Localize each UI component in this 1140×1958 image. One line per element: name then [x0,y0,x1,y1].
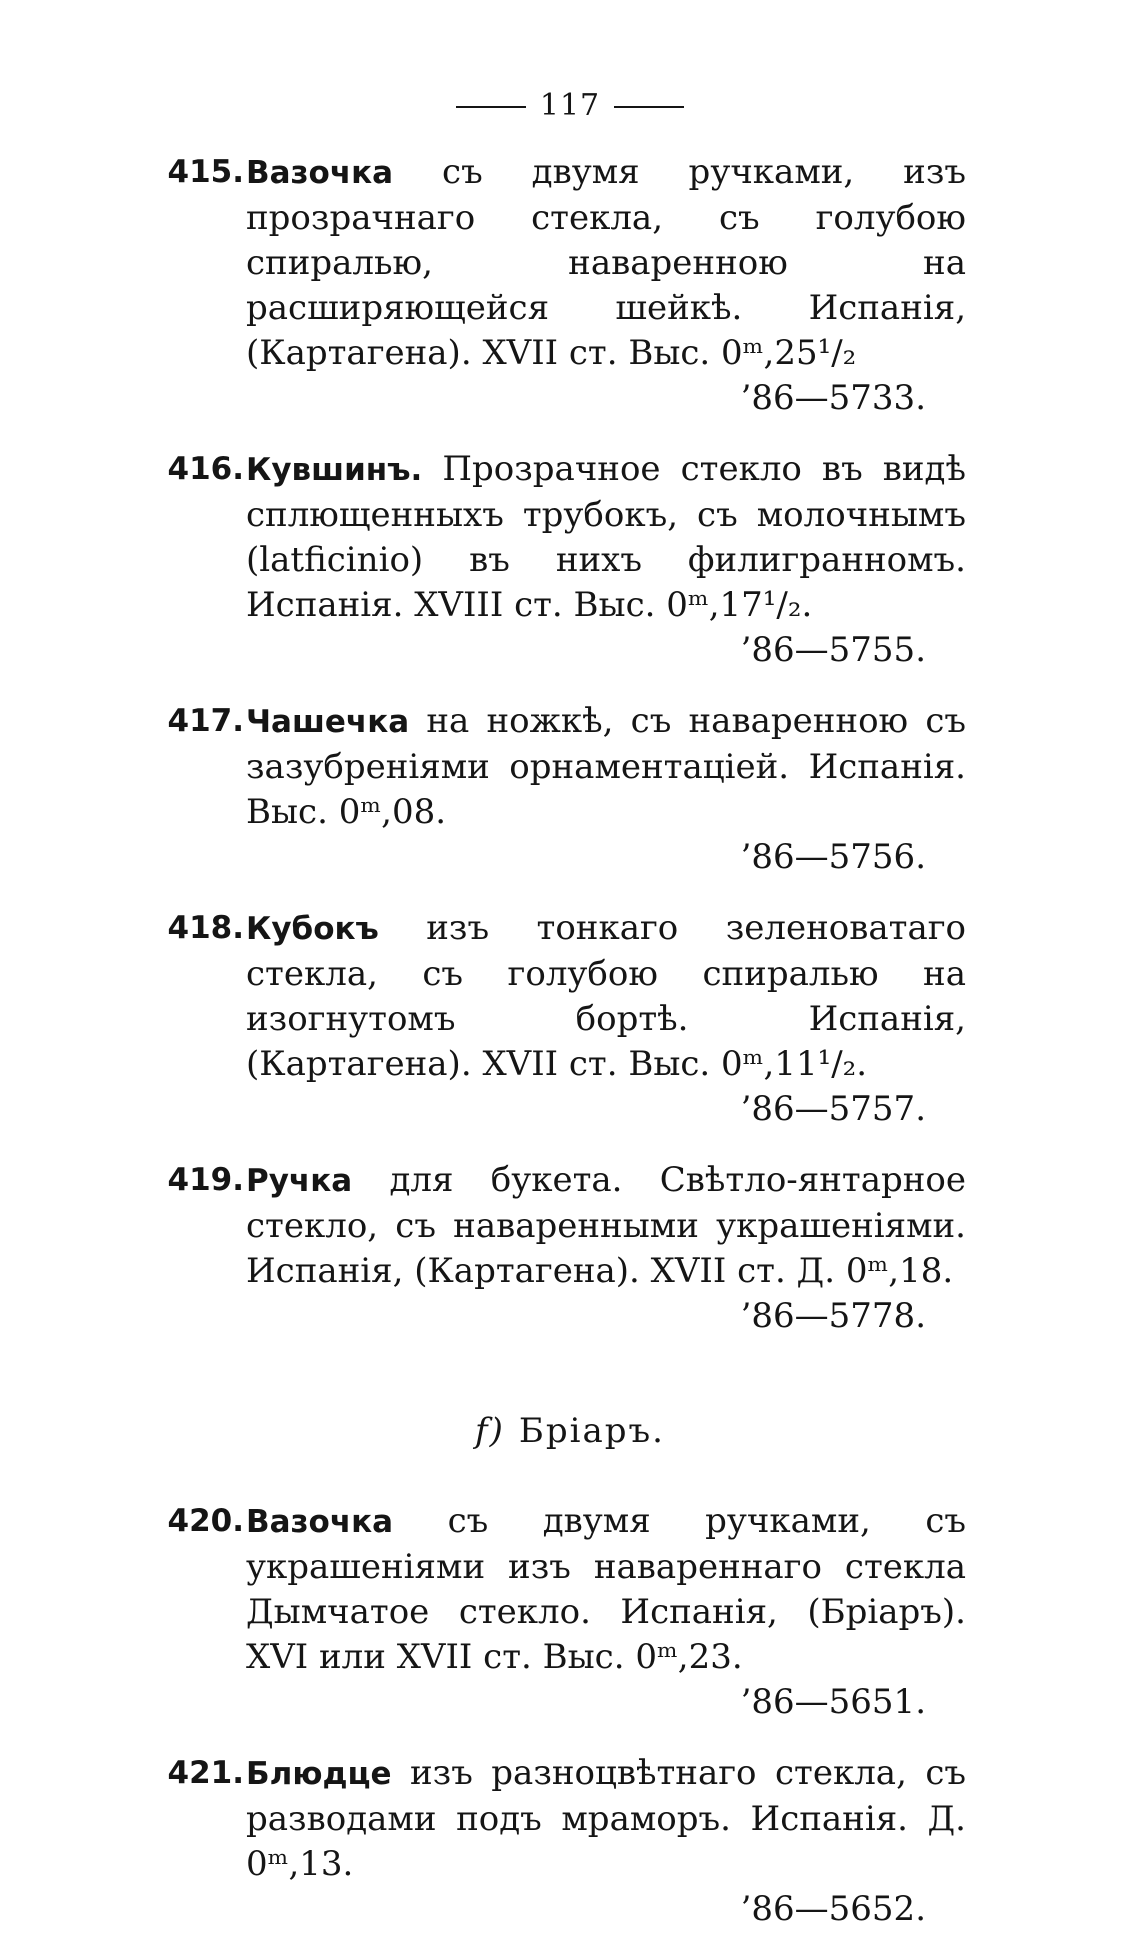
catalog-entry-416 [167,447,966,673]
inventory-number: ’86—5651. [740,1682,926,1722]
entry-title: Вазочка [246,155,394,191]
right-rule [614,106,684,108]
entry-number: 418. [167,910,244,946]
entry-title: Кувшинъ. [246,452,423,488]
section-heading [0,1411,1140,1451]
catalog-entry-419 [167,1158,966,1339]
section-letter: f) [475,1411,505,1451]
entry-number: 421. [167,1755,244,1791]
entry-title: Вазочка [246,1504,394,1540]
entry-description: Прозрачное стекло въ видѣ сплющенныхъ трубокъ, съ молочнымъ (latficinio) въ нихъ филигранномъ. Испанія. XVIII ст. Выс. 0ᵐ,17¹/₂. [246,449,966,625]
catalog-entry-417 [167,699,967,880]
inventory-number: ’86—5756. [740,837,926,877]
entry-description: для букета. Свѣтло-янтарное стекло, съ наваренными украшеніями. Испанія, (Картагена). XVII ст. Д. 0ᵐ,18. [246,1160,966,1291]
catalog-entry-418 [167,906,966,1132]
entry-number: 420. [167,1503,244,1539]
inventory-number: ’86—5755. [740,630,926,670]
left-rule [456,106,526,108]
catalog-entries [0,150,1140,1958]
catalog-entry-420 [167,1499,966,1725]
section-title: Бріаръ. [518,1411,665,1451]
entry-description: съ двумя ручками, съ украшеніями изъ навареннаго стекла Дымчатое стекло. Испанія, (Бріаръ). XVI или XVII ст. Выс. 0ᵐ,23. [246,1501,966,1677]
entry-description: изъ тонкаго зеленоватаго стекла, съ голубою спиралью на изогнутомъ бортѣ. Испанія, (Картагена). XVII ст. Выс. 0ᵐ,11¹/₂. [246,908,966,1084]
entry-description: изъ разноцвѣтнаго стекла, съ разводами подъ мраморъ. Испанія. Д. 0ᵐ,13. [246,1753,967,1884]
entry-number: 416. [167,451,244,487]
page-number-text: 117 [539,88,601,123]
entry-title: Ручка [246,1163,353,1199]
entry-description: съ двумя ручками, изъ прозрачнаго стекла, съ голубою спиралью, наваренною на расширяющейся шейкѣ. Испанія, (Картагена). XVII ст. Выс. 0ᵐ,25¹/₂ [246,152,967,373]
entry-title: Блюдце [246,1756,392,1792]
catalog-entry-415 [167,150,967,421]
entry-number: 419. [167,1162,244,1198]
entry-title: Кубокъ [246,911,379,947]
inventory-number: ’86—5757. [740,1089,926,1129]
inventory-number: ’86—5733. [740,378,926,418]
catalog-entry-421 [167,1751,967,1932]
entry-title: Чашечка [246,704,410,740]
entry-number: 417. [167,703,244,739]
inventory-number: ’86—5652. [740,1889,926,1929]
page-number [0,88,1140,123]
entry-description: на ножкѣ, съ наваренною съ зазубреніями орнаментаціей. Испанія. Выс. 0ᵐ,08. [246,701,967,832]
entry-number: 415. [167,154,244,190]
inventory-number: ’86—5778. [740,1296,926,1336]
